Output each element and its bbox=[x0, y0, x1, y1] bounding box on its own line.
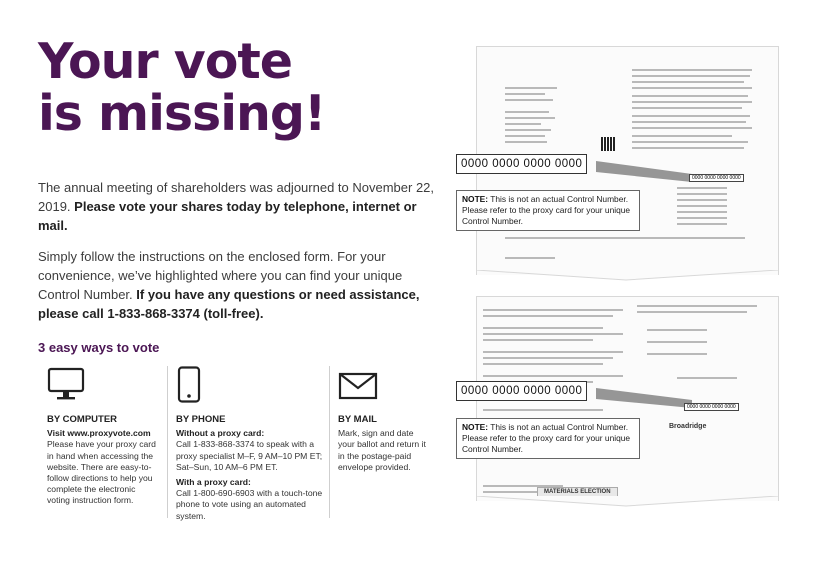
instructions-bold: If you have any questions or need assistance, please call 1-833-868-3374 (toll-free). bbox=[38, 287, 420, 321]
note-bottom-label: NOTE: bbox=[462, 422, 489, 432]
vote-by-phone bbox=[176, 366, 324, 521]
headline-line-1: Your vote bbox=[38, 33, 293, 90]
phone-text-with-card: Call 1-800-690-6903 with a touch-tone phone to vote using an automated system. bbox=[176, 488, 323, 521]
envelope-icon bbox=[338, 366, 430, 404]
note-top-text: This is not an actual Control Number. Please refer to the proxy card for your unique Control Number. bbox=[462, 194, 631, 226]
mail-heading: BY MAIL bbox=[338, 414, 377, 425]
computer-monitor-icon bbox=[47, 366, 159, 404]
divider bbox=[329, 366, 330, 518]
phone-heading: BY PHONE bbox=[176, 414, 226, 425]
broadridge-logo: Broadridge bbox=[669, 423, 707, 430]
divider bbox=[167, 366, 168, 518]
mail-text: Mark, sign and date your ballot and return it in the postage-paid envelope provided. bbox=[338, 428, 426, 472]
intro-paragraph bbox=[38, 178, 438, 235]
ways-title: 3 easy ways to vote bbox=[38, 340, 160, 355]
instructions-paragraph bbox=[38, 247, 438, 323]
highlight-pointer-top bbox=[456, 150, 706, 184]
materials-election-label: MATERIALS ELECTION bbox=[537, 487, 618, 497]
highlight-pointer-bottom bbox=[456, 378, 706, 412]
mini-control-bottom: 0000 0000 0000 0000 bbox=[684, 403, 739, 411]
control-number-bottom: 0000 0000 0000 0000 bbox=[456, 381, 587, 401]
control-number-top: 0000 0000 0000 0000 bbox=[456, 154, 587, 174]
phone-sub-with-card: With a proxy card: bbox=[176, 477, 251, 488]
note-bottom bbox=[456, 418, 640, 459]
headline bbox=[38, 33, 326, 142]
mobile-phone-icon bbox=[176, 366, 324, 404]
note-top-label: NOTE: bbox=[462, 194, 489, 204]
headline-line-2: is missing! bbox=[38, 85, 326, 142]
vote-by-computer bbox=[47, 366, 159, 516]
note-top bbox=[456, 190, 640, 231]
note-bottom-text: This is not an actual Control Number. Please refer to the proxy card for your unique Control Number. bbox=[462, 422, 631, 454]
computer-text: Please have your proxy card in hand when accessing the website. There are easy-to-follow directions to help you complete the electronic voting instruction form. bbox=[47, 439, 156, 506]
computer-heading: BY COMPUTER bbox=[47, 414, 118, 425]
instructions-text: Simply follow the instructions on the enclosed form. For your convenience, we’ve highlighted where you can find your unique Control Number. bbox=[38, 249, 403, 302]
phone-sub-without-card: Without a proxy card: bbox=[176, 428, 265, 439]
intro-bold: Please vote your shares today by telephone, internet or mail. bbox=[38, 199, 417, 233]
vote-by-mail bbox=[338, 366, 430, 516]
proxyvote-link[interactable]: Visit www.proxyvote.com bbox=[47, 428, 151, 439]
phone-text-without-card: Call 1-833-868-3374 to speak with a proxy specialist M–F, 9 AM–10 PM ET; Sat–Sun, 10 AM–6 PM ET. bbox=[176, 439, 323, 472]
card-edge bbox=[476, 270, 779, 282]
mini-control-top: 0000 0000 0000 0000 bbox=[689, 174, 744, 182]
intro-text: The annual meeting of shareholders was adjourned to November 22, 2019. bbox=[38, 180, 435, 214]
card-edge bbox=[476, 496, 779, 508]
